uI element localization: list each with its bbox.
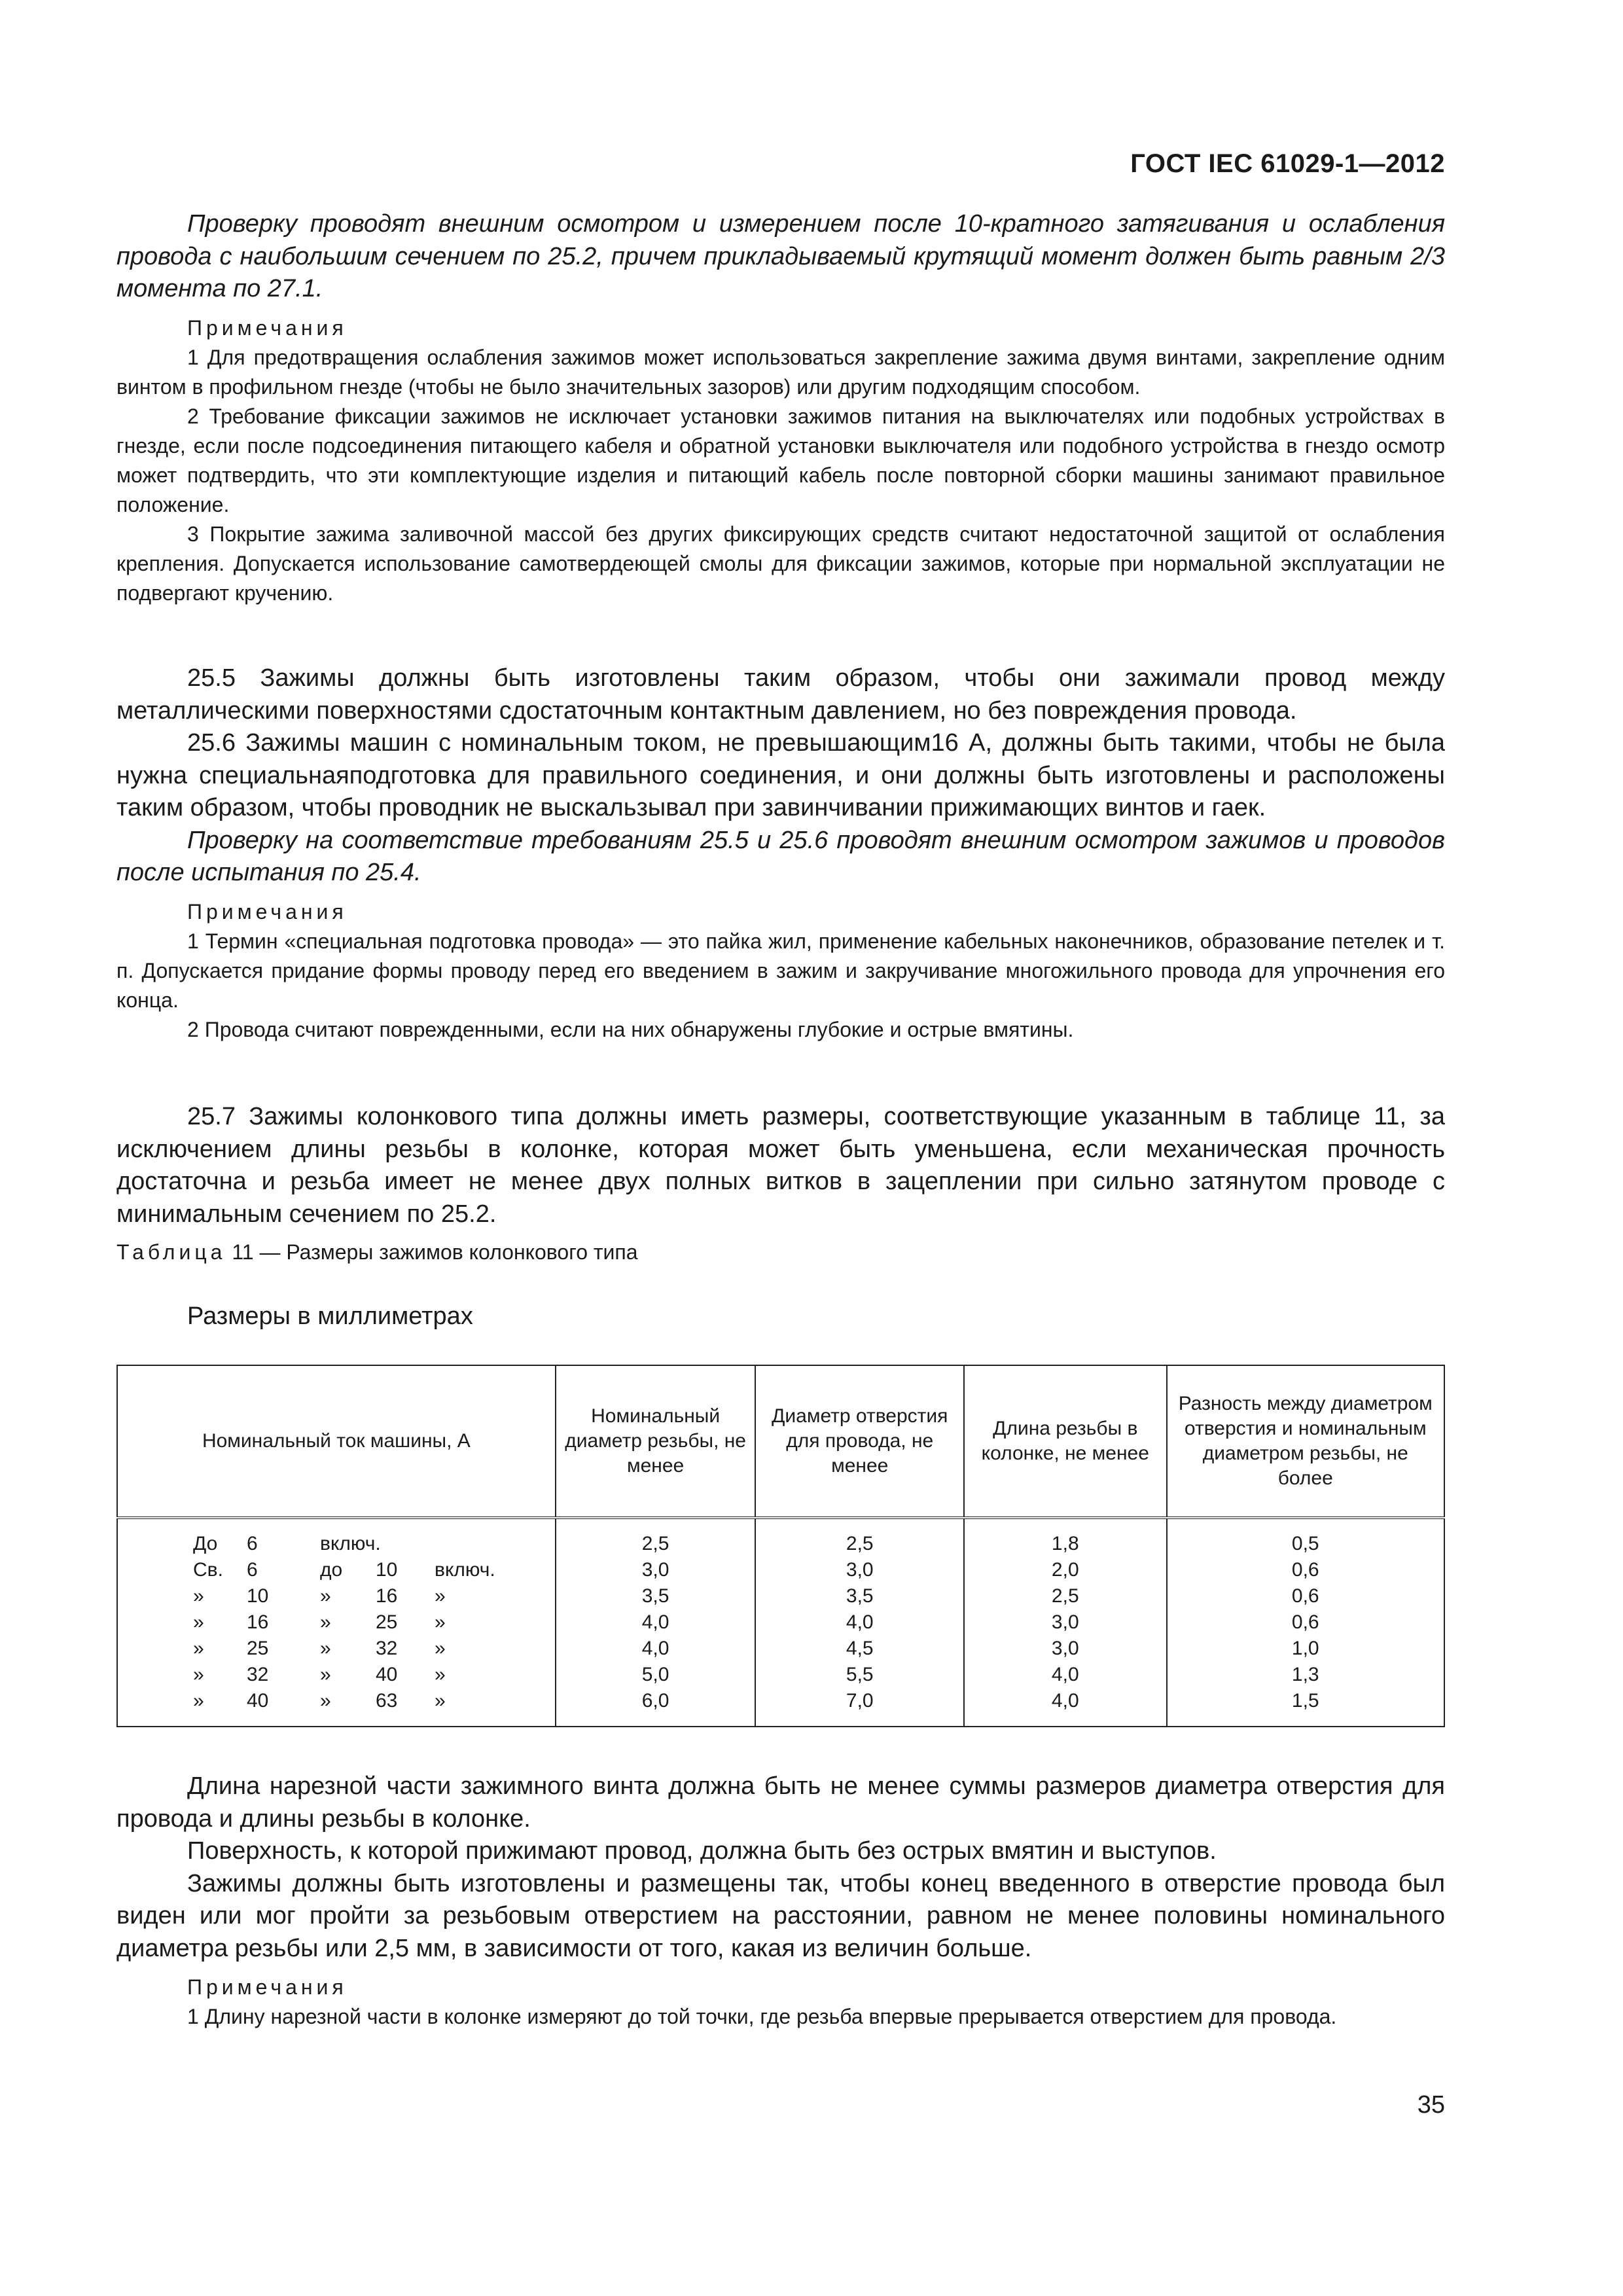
notes-title: Примечания <box>187 315 348 340</box>
note-3: 3 Покрытие зажима заливочной массой без других фиксирующих средств считают недостаточной защитой от ослабления крепления. Допускается использование самотвердеющей смолы для фиксации зажимов, которые при нормальной эксплуатации не подвергают кручению. <box>116 522 1445 605</box>
paragraph-screw-length: Длина нарезной части зажимного винта должна быть не менее суммы размеров диаметра отверстия для провода и длины резьбы в колонке. <box>116 1772 1445 1833</box>
header-thread-length: Длина резьбы в колонке, не менее <box>964 1365 1167 1518</box>
note-2: 2 Требование фиксации зажимов не исключает установки зажимов питания на выключателях или подобных устройствах в гнезде, если после подсоединения питающего кабеля и обратной установки выключателя или подобного устройства в гнездо осмотр может подтвердить, что эти комплектующие изделия и питающий кабель после повторной сборки машины занимают правильное положение. <box>116 404 1445 516</box>
section-block-3 <box>116 1101 1445 1230</box>
note-1: 1 Для предотвращения ослабления зажимов может использоваться закрепление зажима двумя винтами, закрепление одним винтом в профильном гнезде (чтобы не было значительных зазоров) или другим подходящим способом. <box>116 345 1445 399</box>
header-difference: Разность между диаметром отверстия и номинальным диаметром резьбы, не более <box>1167 1365 1444 1518</box>
note-1: 1 Длину нарезной части в колонке измеряют до той точки, где резьба впервые прерывается отверстием для провода. <box>187 2005 1337 2028</box>
clause-25-6: 25.6 Зажимы машин с номинальным током, не превышающим16 А, должны быть такими, чтобы не была нужна специальнаяподготовка для правильного соединения, и они должны быть изготовлены и расположены таким образом, чтобы проводник не выскальзывал при завинчивании прижимающих винтов и гаек. <box>116 729 1445 821</box>
paragraph-surface: Поверхность, к которой прижимают провод, должна быть без острых вмятин и выступов. <box>187 1837 1217 1865</box>
notes-title: Примечания <box>187 899 348 924</box>
section-block-1 <box>116 208 1445 608</box>
header-hole-diameter: Диаметр отверстия для провода, не менее <box>755 1365 964 1518</box>
section-block-4 <box>116 1770 1445 2032</box>
note-1: 1 Термин «специальная подготовка провода» — это пайка жил, применение кабельных наконечников, образование петелек и т. п. Допускается придание формы проводу перед его введением в зажим и закручивание многожильного провода для упрочнения его конца. <box>116 929 1445 1012</box>
section-block-2 <box>116 662 1445 1045</box>
check-paragraph: Проверку проводят внешним осмотром и измерением после 10-кратного затягивания и ослабления провода с наибольшим сечением по 25.2, причем прикладываемый крутящий момент должен быть равным 2/3 момента по 27.1. <box>116 210 1445 302</box>
table-body-row <box>117 1518 1444 1727</box>
check-paragraph-25-5-25-6: Проверку на соответствие требованиям 25.5 и 25.6 проводят внешним осмотром зажимов и проводов после испытания по 25.4. <box>116 826 1445 886</box>
page-number: 35 <box>1417 2091 1445 2119</box>
current-row-7: » 40 » 63 » <box>193 1690 446 1712</box>
thread-length-cell: 1,8 2,0 2,5 3,0 3,0 4,0 4,0 <box>964 1518 1167 1727</box>
current-row-5: » 25 » 32 » <box>193 1638 446 1659</box>
table-11 <box>116 1365 1445 1727</box>
table-caption-word: Таблица <box>116 1240 226 1264</box>
current-row-6: » 32 » 40 » <box>193 1664 446 1685</box>
difference-cell: 0,5 0,6 0,6 0,6 1,0 1,3 1,5 <box>1167 1518 1444 1727</box>
header-thread-diameter: Номинальный диаметр резьбы, не менее <box>556 1365 756 1518</box>
table-units: Размеры в миллиметрах <box>187 1302 473 1330</box>
table-caption-text: 11 — Размеры зажимов колонкового типа <box>232 1240 638 1264</box>
header-current: Номинальный ток машины, А <box>117 1365 556 1518</box>
clause-25-7: 25.7 Зажимы колонкового типа должны иметь размеры, соответствующие указанным в таблице 11, за исключением длины резьбы в колонке, которая может быть уменьшена, если механическая прочность достаточна и резьба имеет не менее двух полных витков в зацеплении при сильно затянутом проводе с минимальным сечением по 25.2. <box>116 1103 1445 1228</box>
current-row-1: До 6 включ. <box>193 1533 381 1554</box>
table-caption <box>116 1240 638 1265</box>
clause-25-5: 25.5 Зажимы должны быть изготовлены таким образом, чтобы они зажимали провод между металлическими поверхностями сдостаточным контактным давлением, но без повреждения провода. <box>116 664 1445 725</box>
current-row-2: Св. 6 до 10 включ. <box>193 1559 495 1581</box>
document-code-header: ГОСТ IEC 61029-1—2012 <box>1130 149 1445 178</box>
notes-title: Примечания <box>187 1975 348 1999</box>
note-2: 2 Провода считают поврежденными, если на них обнаружены глубокие и острые вмятины. <box>187 1017 1074 1041</box>
thread-diameter-cell: 2,5 3,0 3,5 4,0 4,0 5,0 6,0 <box>556 1518 756 1727</box>
current-row-3: » 10 » 16 » <box>193 1585 446 1607</box>
current-row-4: » 16 » 25 » <box>193 1611 446 1633</box>
current-cell <box>117 1518 556 1727</box>
table-header-row <box>117 1365 1444 1518</box>
hole-diameter-cell: 2,5 3,0 3,5 4,0 4,5 5,5 7,0 <box>755 1518 964 1727</box>
paragraph-wire-end: Зажимы должны быть изготовлены и размещены так, чтобы конец введенного в отверстие провода был виден или мог пройти за резьбовым отверстием на расстоянии, равном не менее половины номинального диаметра резьбы или 2,5 мм, в зависимости от того, какая из величин больше. <box>116 1869 1445 1962</box>
